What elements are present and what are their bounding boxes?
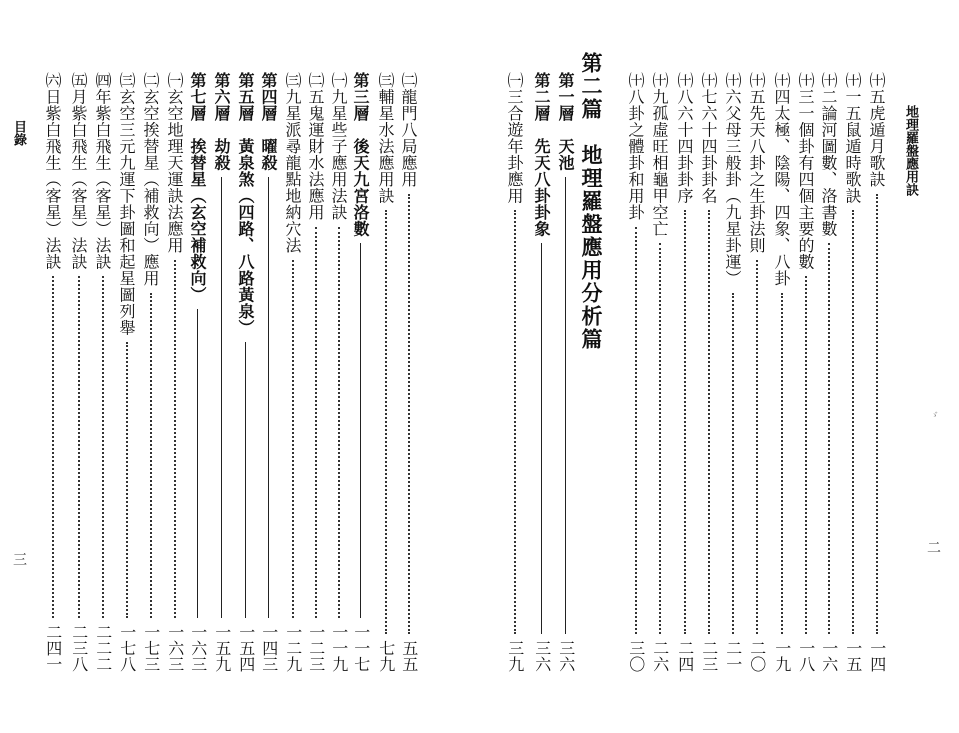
toc-leader-line [781,293,783,635]
toc-page-number: 二二二 [93,624,113,672]
toc-entry-title: ㈣年紫白飛生（客星）法訣 [93,72,112,270]
toc-leader-line [565,177,566,634]
toc-entry-title: ㈡五鬼運財水法應用 [306,72,325,221]
toc-page-number: 一一九 [329,624,349,672]
toc-entry-title: ㈢九星派尋龍點地納穴法 [283,72,302,254]
page-folio: 二 [925,540,941,554]
toc-leader-line [245,342,246,618]
toc-entry-title: ㈩八卦之體卦和用卦 [626,72,645,221]
toc-entry-title: ㈠三合遊年卦應用 [505,72,524,204]
toc-leader-line [197,309,198,618]
toc-page-number: 三六 [532,640,552,672]
toc-page-number: 一二三 [306,624,326,672]
toc-page-number: 一七八 [117,624,137,672]
toc-entry-title: ㈡玄空挨替星（補救向）應用 [141,72,160,287]
toc-page-number: 一九 [772,640,792,672]
toc-page-number: 七九 [376,640,396,672]
toc-leader-line [635,227,637,635]
toc-leader-line [805,276,807,634]
toc-leader-line [852,210,854,634]
toc-leader-line [126,342,128,618]
toc-entry-title: ㈩五先天八卦之生卦法則 [747,72,766,254]
toc-page-number: 一六三 [188,624,208,672]
section-label: 目錄 [11,120,26,146]
toc-leader-line [150,293,152,619]
toc-page-number: 二三 [699,640,719,672]
toc-entry-title: 第三層 後天九宮洛數 [351,72,370,237]
toc-page-number: 一四三 [259,624,279,672]
toc-leader-line [52,276,54,618]
toc-page-number: 一五九 [212,624,232,672]
toc-page-number: 一七三 [141,624,161,672]
toc-page-number: 一一七 [351,624,371,672]
toc-leader-line [876,194,878,635]
toc-leader-line [360,243,361,618]
toc-leader-line [708,210,710,634]
toc-page-number: 二四 [675,640,695,672]
toc-page-number: 二〇 [747,640,767,672]
toc-entry-title: 第一層 天池 [556,72,575,171]
toc-leader-line [338,227,340,619]
toc-entry-title: 第六層 劫殺 [212,72,231,171]
toc-page-number: 二四一 [43,624,63,672]
toc-entry-title: ㈩六父母三般卦（九星卦運） [723,72,742,287]
toc-entry-title: ㈩四太極、陰陽、四象、八卦 [772,72,791,287]
toc-page-number: 二三八 [69,624,89,672]
toc-leader-line [78,276,80,618]
toc-page-number: 一四 [867,640,887,672]
book-gutter [470,0,490,733]
toc-page-number: 一六 [819,640,839,672]
toc-leader-line [514,210,516,634]
toc-leader-line [221,177,222,618]
toc-leader-line [174,260,176,619]
toc-leader-line [684,210,686,634]
toc-leader-line [102,276,104,618]
toc-entry-title: 第七層 挨替星（玄空補救向） [188,72,207,303]
toc-entry-title: 第五層 黃泉煞（四路、八路黃泉） [236,72,255,336]
toc-leader-line [292,260,294,619]
toc-entry-title: ㈩七六十四卦卦名 [699,72,718,204]
toc-page-number: 一八 [796,640,816,672]
toc-leader-line [828,243,830,634]
stray-mark: ゞ [928,410,938,419]
toc-entry-title: ㈤月紫白飛生（客星）法訣 [69,72,88,270]
toc-entry-title: 第四層 曜殺 [259,72,278,171]
toc-entry-title: ㈠玄空地理天運訣法應用 [165,72,184,254]
toc-entry-title: 第二篇 地理羅盤應用分析篇 [579,52,604,351]
toc-leader-line [315,227,317,619]
toc-entry-title: ㈩九孤虛旺相龜甲空亡 [650,72,669,237]
toc-leader-line [268,177,269,618]
toc-entry-title: ㈩三一個卦有四個主要的數 [796,72,815,270]
toc-leader-line [541,243,542,634]
toc-entry-title: ㈡龍門八局應用 [399,72,418,188]
toc-entry-title: ㈩一五鼠遁時歌訣 [843,72,862,204]
toc-page-number: 三〇 [626,640,646,672]
toc-entry-title: ㈩八六十四卦卦序 [675,72,694,204]
toc-page-number: 三六 [556,640,576,672]
toc-page-number: 一六三 [165,624,185,672]
toc-entry-title: ㈩五虎遁月歌訣 [867,72,886,188]
toc-entry-title: ㈩二論河圖數、洛書數 [819,72,838,237]
toc-entry-title: ㈠九星些子應用法訣 [329,72,348,221]
page-folio: 三 [11,552,27,566]
toc-leader-line [408,194,410,635]
toc-page-number: 一五四 [236,624,256,672]
toc-page-number: 二一 [723,640,743,672]
toc-entry-title: ㈢玄空三元九運下卦圖和起星圖列舉 [117,72,136,336]
toc-leader-line [732,293,734,635]
toc-entry-title: ㈢輔星水法應用訣 [376,72,395,204]
toc-page-number: 一五 [843,640,863,672]
toc-page-number: 五五 [399,640,419,672]
toc-leader-line [659,243,661,634]
toc-page-number: 二六 [650,640,670,672]
toc-entry-title: 第二層 先天八卦卦象 [532,72,551,237]
toc-page-number: 一二九 [283,624,303,672]
right-page [490,0,959,733]
toc-page-number: 三九 [505,640,525,672]
running-head: 地理羅盤應用訣 [903,105,918,196]
toc-leader-line [385,210,387,634]
left-page [0,0,470,733]
toc-leader-line [756,260,758,635]
toc-entry-title: ㈥日紫白飛生（客星）法訣 [43,72,62,270]
